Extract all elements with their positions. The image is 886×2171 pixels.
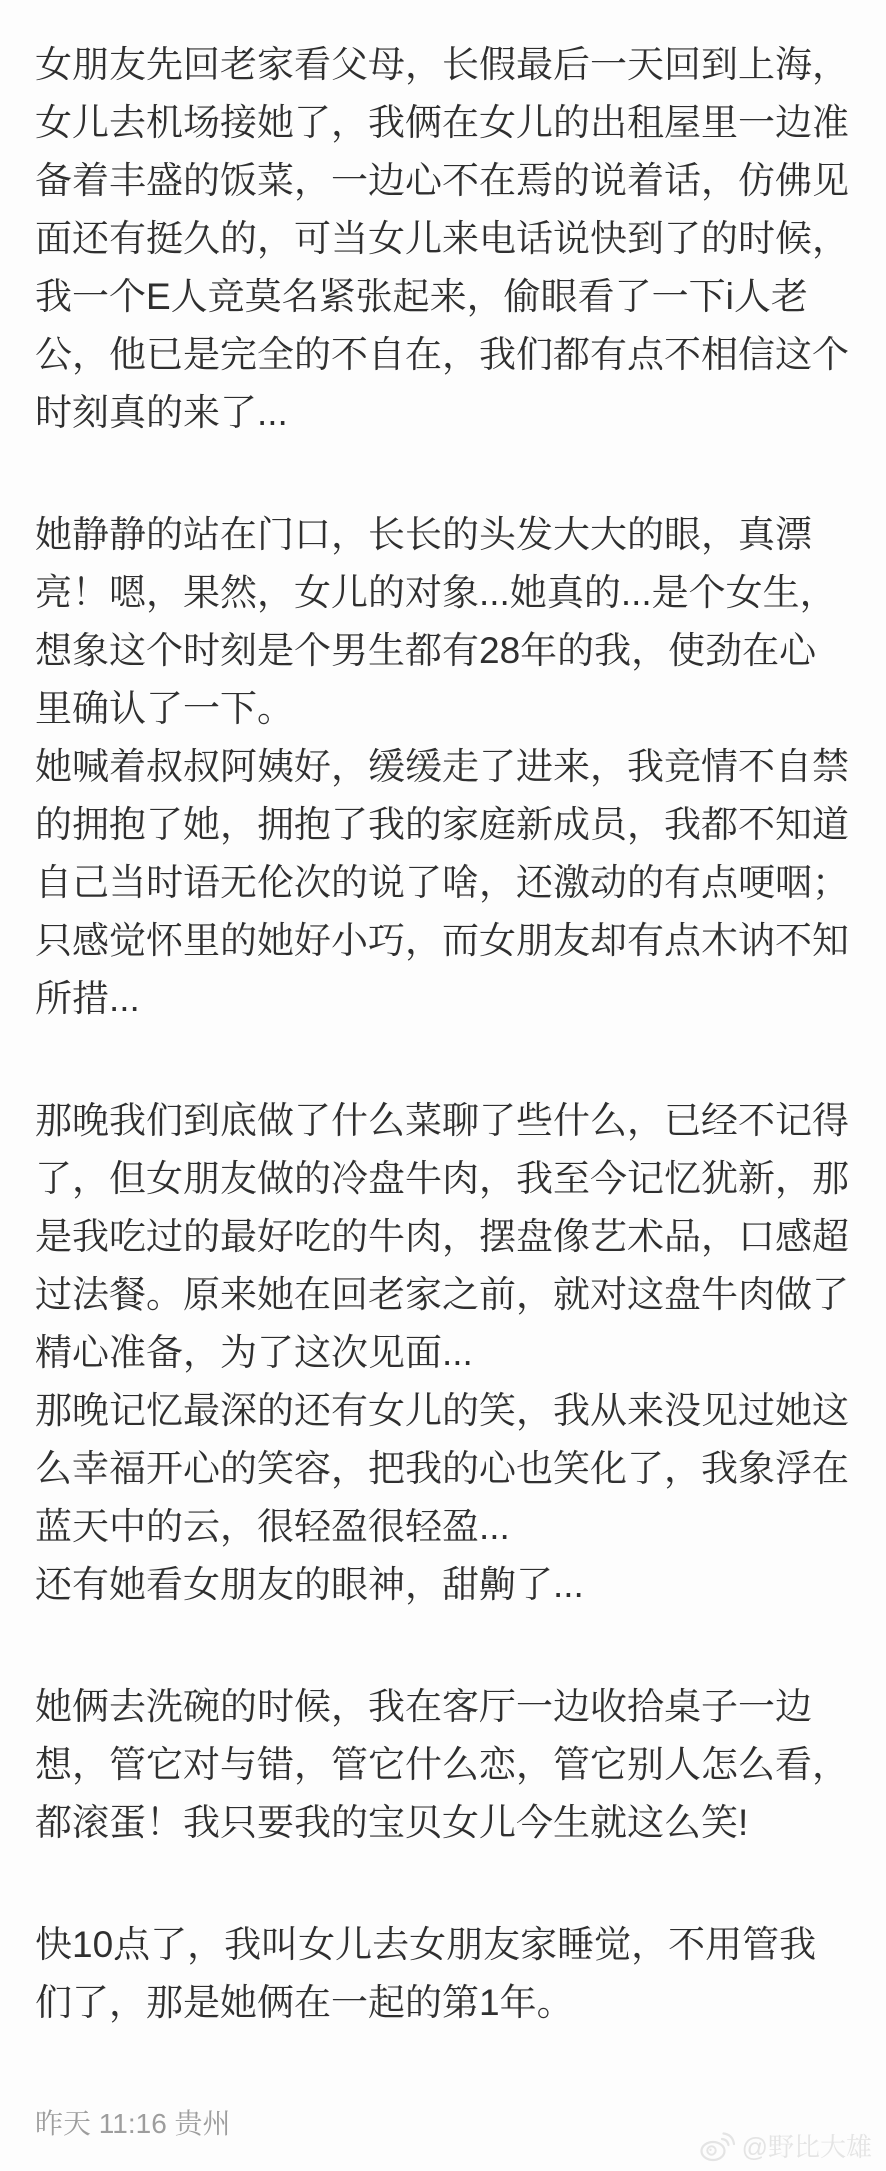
post-block <box>35 1092 851 1614</box>
weibo-logo-icon <box>699 2131 735 2163</box>
post-block <box>35 1678 851 1852</box>
post-paragraph: 她喊着叔叔阿姨好，缓缓走了进来，我竞情不自禁的拥抱了她，拥抱了我的家庭新成员，我都不知道自己当时语无伦次的说了啥，还激动的有点哽咽；只感觉怀里的她好小巧，而女朋友却有点木讷不知所措... <box>35 746 849 1019</box>
post-paragraph: 那晚记忆最深的还有女儿的笑，我从来没见过她这么幸福开心的笑容，把我的心也笑化了，我象浮在蓝天中的云，很轻盈很轻盈... <box>35 1390 849 1547</box>
post-block <box>35 36 851 442</box>
timestamp-location: 昨天 11:16 贵州 <box>35 2108 231 2139</box>
weibo-watermark <box>699 2131 872 2163</box>
post-paragraph: 女朋友先回老家看父母，长假最后一天回到上海，女儿去机场接她了，我俩在女儿的出租屋里一边准备着丰盛的饭菜，一边心不在焉的说着话，仿佛见面还有挺久的，可当女儿来电话说快到了的时候，我一个E人竞莫名紧张起来，偷眼看了一下i人老公，他已是完全的不自在，我们都有点不相信这个时刻真的来了... <box>35 44 849 433</box>
post-block <box>35 506 851 1028</box>
post-paragraph: 还有她看女朋友的眼神，甜齁了... <box>35 1564 584 1605</box>
post-paragraph: 她俩去洗碗的时候，我在客厅一边收拾桌子一边想，管它对与错，管它什么恋，管它别人怎么看，都滚蛋！我只要我的宝贝女儿今生就这么笑! <box>35 1686 849 1843</box>
post-block <box>35 1916 851 2032</box>
post-paragraph: 快10点了，我叫女儿去女朋友家睡觉，不用管我们了，那是她俩在一起的第1年。 <box>35 1924 817 2023</box>
post-paragraph: 那晚我们到底做了什么菜聊了些什么，已经不记得了，但女朋友做的冷盘牛肉，我至今记忆犹新，那是我吃过的最好吃的牛肉，摆盘像艺术品，口感超过法餐。原来她在回老家之前，就对这盘牛肉做了精心准备，为了这次见面... <box>35 1100 849 1373</box>
watermark-handle: @野比大雄 <box>741 2132 872 2162</box>
post-paragraph: 她静静的站在门口，长长的头发大大的眼，真漂亮！嗯，果然，女儿的对象...她真的...是个女生，想象这个时刻是个男生都有28年的我，使劲在心里确认了一下。 <box>35 514 837 729</box>
